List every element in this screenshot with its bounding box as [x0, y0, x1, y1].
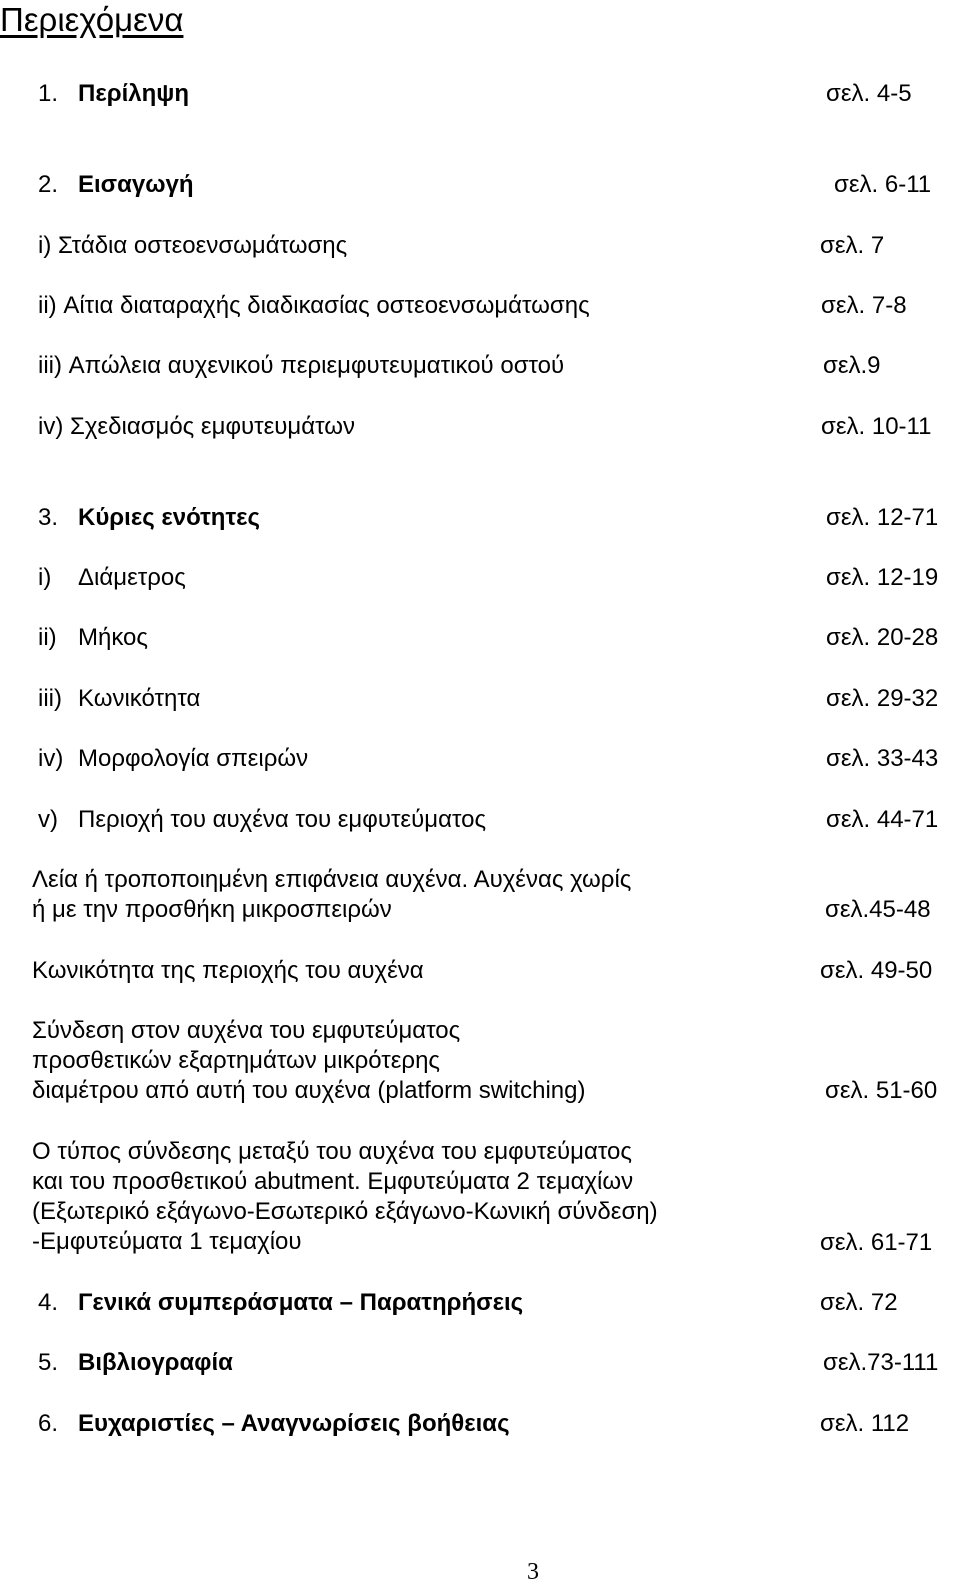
entry-line: Λεία ή τροποποιημένη επιφάνεια αυχένα. Αυχένας χωρίς [32, 866, 632, 893]
toc-subentry[interactable] [38, 623, 148, 653]
page-ref: σελ. 7-8 [821, 292, 907, 319]
entry-number: 3. [38, 504, 59, 531]
entry-number: 2. [38, 171, 59, 198]
entry-number: v) [38, 806, 58, 833]
toc-subentry[interactable] [38, 805, 487, 835]
entry-number: 5. [38, 1349, 59, 1376]
toc-subentry[interactable]: i) Στάδια οστεοενσωμάτωσης [38, 232, 348, 259]
entry-title: Μορφολογία σπειρών [78, 745, 309, 772]
entry-number: ii) [38, 624, 57, 651]
page-ref: σελ. 61-71 [820, 1229, 933, 1256]
page-ref: σελ. 10-11 [821, 413, 932, 440]
toc-subsubentry[interactable] [32, 1137, 658, 1257]
toc-subentry[interactable] [38, 744, 309, 774]
toc-entry-bibliography[interactable] [38, 1348, 233, 1378]
toc-subentry[interactable]: iv) Σχεδιασμός εμφυτευμάτων [38, 413, 356, 440]
entry-title: Εισαγωγή [78, 171, 194, 198]
toc-entry-summary[interactable] [38, 79, 189, 109]
entry-number: iv) [38, 745, 64, 772]
toc-entry-introduction[interactable] [38, 170, 194, 200]
page-ref: σελ.9 [823, 352, 881, 379]
page-ref: σελ.73-111 [823, 1349, 939, 1376]
page-ref: σελ. 44-71 [826, 806, 939, 833]
entry-title: Βιβλιογραφία [78, 1349, 233, 1376]
toc-subsubentry[interactable] [32, 1016, 586, 1106]
page-number: 3 [527, 1559, 539, 1585]
page-ref: σελ. 7 [820, 232, 885, 259]
toc-subentry[interactable] [38, 563, 186, 593]
entry-line: ή με την προσθήκη μικροσπειρών [32, 896, 392, 923]
toc-subentry[interactable] [38, 684, 201, 714]
entry-number: 1. [38, 80, 59, 107]
page-title: Περιεχόμενα [0, 1, 184, 38]
toc-subsubentry[interactable]: Κωνικότητα της περιοχής του αυχένα [32, 957, 424, 984]
page-ref: σελ.45-48 [825, 896, 931, 923]
entry-line: Σύνδεση στον αυχένα του εμφυτεύματος [32, 1017, 461, 1044]
entry-line: διαμέτρου από αυτή του αυχένα (platform switching) [32, 1077, 586, 1104]
entry-line: (Εξωτερικό εξάγωνο-Εσωτερικό εξάγωνο-Κωνική σύνδεση) [32, 1198, 658, 1225]
page-ref: σελ. 51-60 [825, 1077, 938, 1104]
entry-line: -Εμφυτεύματα 1 τεμαχίου [32, 1228, 302, 1255]
toc-entry-conclusions[interactable] [38, 1288, 524, 1318]
page-ref: σελ. 12-19 [826, 564, 939, 591]
entry-line: προσθετικών εξαρτημάτων μικρότερης [32, 1047, 440, 1074]
toc-entry-main-sections[interactable] [38, 503, 261, 533]
toc-subentry[interactable]: ii) Αίτια διαταραχής διαδικασίας οστεοενσωμάτωσης [38, 292, 590, 319]
entry-number: 4. [38, 1289, 59, 1316]
page-ref: σελ. 72 [820, 1289, 898, 1316]
entry-line: Ο τύπος σύνδεσης μεταξύ του αυχένα του εμφυτεύματος [32, 1138, 632, 1165]
entry-number: 6. [38, 1410, 59, 1437]
entry-title: Περίληψη [78, 80, 189, 107]
page-ref: σελ. 20-28 [826, 624, 939, 651]
page-ref: σελ. 49-50 [820, 957, 933, 984]
toc-subentry[interactable]: iii) Απώλεια αυχενικού περιεμφυτευματικού οστού [38, 352, 565, 379]
entry-number: i) [38, 564, 52, 591]
entry-line: και του προσθετικού abutment. Εμφυτεύματα 2 τεμαχίων [32, 1168, 634, 1195]
entry-title: Ευχαριστίες – Αναγνωρίσεις βοήθειας [78, 1410, 510, 1437]
entry-title: Διάμετρος [78, 564, 186, 591]
toc-subsubentry[interactable] [32, 865, 631, 925]
page-ref: σελ. 29-32 [826, 685, 939, 712]
page-ref: σελ. 33-43 [826, 745, 939, 772]
page-ref: σελ. 112 [820, 1410, 910, 1437]
entry-title: Κύριες ενότητες [78, 504, 261, 531]
page-ref: σελ. 12-71 [826, 504, 939, 531]
entry-title: Μήκος [78, 624, 148, 651]
entry-number: iii) [38, 685, 62, 712]
entry-title: Γενικά συμπεράσματα – Παρατηρήσεις [78, 1289, 524, 1316]
toc-entry-acknowledgements[interactable] [38, 1409, 510, 1439]
page-ref: σελ. 6-11 [834, 171, 932, 198]
page-ref: σελ. 4-5 [826, 80, 912, 107]
entry-title: Περιοχή του αυχένα του εμφυτεύματος [78, 806, 487, 833]
entry-title: Κωνικότητα [78, 685, 201, 712]
